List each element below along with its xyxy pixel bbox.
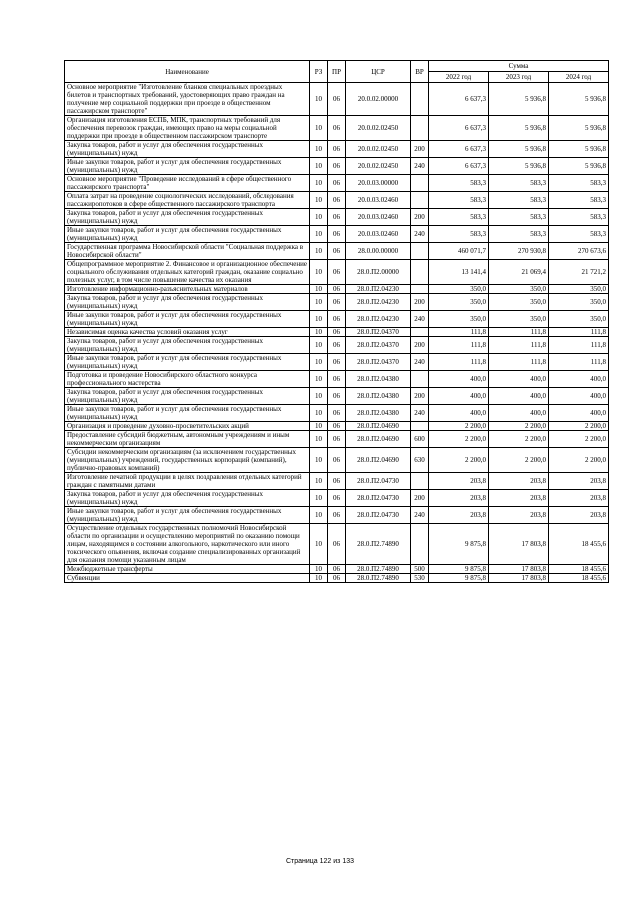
cell-name: Основное мероприятие "Проведение исследований в сфере общественного пассажирского транспорта" xyxy=(65,175,310,192)
cell-vr xyxy=(411,116,429,141)
table-row xyxy=(65,574,609,583)
cell-csr: 28.0.П2.04370 xyxy=(346,328,411,337)
cell-csr: 28.0.П2.74890 xyxy=(346,574,411,583)
table-row xyxy=(65,226,609,243)
cell-pr: 06 xyxy=(328,337,346,354)
col-header-2022: 2022 год xyxy=(429,72,489,83)
cell-2022: 400,0 xyxy=(429,371,489,388)
cell-name: Организация и проведение духовно-просветительских акций xyxy=(65,422,310,431)
cell-vr: 240 xyxy=(411,311,429,328)
cell-csr: 28.0.П2.74890 xyxy=(346,565,411,574)
cell-pr: 06 xyxy=(328,490,346,507)
cell-rz: 10 xyxy=(310,574,328,583)
cell-name: Иные закупки товаров, работ и услуг для обеспечения государственных (муниципальных) нужд xyxy=(65,405,310,422)
cell-2024: 111,8 xyxy=(549,328,609,337)
cell-name: Осуществление отдельных государственных полномочий Новосибирской области по организации и осуществлению мероприятий по оказанию помощи лицам, находящимся в состоянии алкогольного, наркотического или иного токсического опьянения, включая создание специализированных организаций для оказания помощи указанным лицам xyxy=(65,524,310,565)
cell-rz: 10 xyxy=(310,490,328,507)
cell-2022: 2 200,0 xyxy=(429,448,489,473)
cell-csr: 28.0.П2.04380 xyxy=(346,371,411,388)
cell-name: Оплата затрат на проведение социологических исследований, обследования пассажиропотоков в сфере общественного пассажирского транспорта xyxy=(65,192,310,209)
cell-2024: 2 200,0 xyxy=(549,431,609,448)
cell-csr: 28.0.00.00000 xyxy=(346,243,411,260)
table-row xyxy=(65,473,609,490)
cell-2023: 203,8 xyxy=(489,507,549,524)
cell-rz: 10 xyxy=(310,388,328,405)
table-row xyxy=(65,328,609,337)
cell-2022: 350,0 xyxy=(429,285,489,294)
page-footer: Страница 122 из 133 xyxy=(285,858,355,865)
cell-2023: 350,0 xyxy=(489,285,549,294)
cell-2022: 203,8 xyxy=(429,507,489,524)
cell-2023: 400,0 xyxy=(489,405,549,422)
cell-vr: 200 xyxy=(411,294,429,311)
cell-csr: 28.0.П2.04230 xyxy=(346,294,411,311)
cell-csr: 28.0.П2.04230 xyxy=(346,311,411,328)
table-row xyxy=(65,83,609,116)
cell-2022: 400,0 xyxy=(429,405,489,422)
cell-csr: 20.0.03.02460 xyxy=(346,226,411,243)
table-row xyxy=(65,260,609,285)
col-header-csr: ЦСР xyxy=(346,61,411,83)
cell-rz: 10 xyxy=(310,116,328,141)
table-row xyxy=(65,158,609,175)
cell-2022: 203,8 xyxy=(429,473,489,490)
cell-2024: 400,0 xyxy=(549,405,609,422)
cell-2023: 111,8 xyxy=(489,337,549,354)
cell-2024: 5 936,8 xyxy=(549,158,609,175)
cell-2022: 350,0 xyxy=(429,294,489,311)
cell-2024: 270 673,6 xyxy=(549,243,609,260)
cell-2024: 583,3 xyxy=(549,209,609,226)
cell-vr xyxy=(411,243,429,260)
cell-rz: 10 xyxy=(310,243,328,260)
cell-2022: 2 200,0 xyxy=(429,431,489,448)
cell-2024: 18 455,6 xyxy=(549,565,609,574)
cell-name: Государственная программа Новосибирской области "Социальная поддержка в Новосибирской области" xyxy=(65,243,310,260)
cell-2023: 2 200,0 xyxy=(489,422,549,431)
cell-2023: 350,0 xyxy=(489,294,549,311)
cell-rz: 10 xyxy=(310,405,328,422)
cell-2023: 2 200,0 xyxy=(489,431,549,448)
cell-2022: 583,3 xyxy=(429,192,489,209)
cell-rz: 10 xyxy=(310,565,328,574)
cell-csr: 28.0.П2.04730 xyxy=(346,507,411,524)
cell-csr: 28.0.П2.04230 xyxy=(346,285,411,294)
cell-vr: 200 xyxy=(411,209,429,226)
table-row xyxy=(65,507,609,524)
cell-csr: 20.0.03.02460 xyxy=(346,192,411,209)
cell-2022: 400,0 xyxy=(429,388,489,405)
cell-rz: 10 xyxy=(310,209,328,226)
cell-2024: 18 455,6 xyxy=(549,524,609,565)
cell-csr: 20.0.03.00000 xyxy=(346,175,411,192)
cell-vr xyxy=(411,192,429,209)
cell-pr: 06 xyxy=(328,388,346,405)
table-row xyxy=(65,388,609,405)
cell-2024: 350,0 xyxy=(549,294,609,311)
cell-csr: 28.0.П2.00000 xyxy=(346,260,411,285)
cell-vr: 240 xyxy=(411,507,429,524)
cell-name: Закупка товаров, работ и услуг для обеспечения государственных (муниципальных) нужд xyxy=(65,141,310,158)
cell-2023: 583,3 xyxy=(489,209,549,226)
cell-2023: 5 936,8 xyxy=(489,83,549,116)
cell-2024: 583,3 xyxy=(549,192,609,209)
cell-rz: 10 xyxy=(310,337,328,354)
cell-pr: 06 xyxy=(328,311,346,328)
cell-name: Независимая оценка качества условий оказания услуг xyxy=(65,328,310,337)
cell-pr: 06 xyxy=(328,507,346,524)
cell-2023: 2 200,0 xyxy=(489,448,549,473)
cell-2024: 203,8 xyxy=(549,490,609,507)
cell-name: Закупка товаров, работ и услуг для обеспечения государственных (муниципальных) нужд xyxy=(65,209,310,226)
cell-pr: 06 xyxy=(328,524,346,565)
cell-pr: 06 xyxy=(328,260,346,285)
cell-csr: 20.0.02.02450 xyxy=(346,116,411,141)
cell-vr: 530 xyxy=(411,574,429,583)
cell-2022: 9 875,8 xyxy=(429,574,489,583)
cell-vr xyxy=(411,260,429,285)
col-header-vr: ВР xyxy=(411,61,429,83)
cell-pr: 06 xyxy=(328,405,346,422)
cell-name: Субвенции xyxy=(65,574,310,583)
cell-csr: 28.0.П2.04380 xyxy=(346,388,411,405)
table-row xyxy=(65,371,609,388)
cell-vr: 200 xyxy=(411,388,429,405)
cell-rz: 10 xyxy=(310,422,328,431)
cell-2024: 2 200,0 xyxy=(549,422,609,431)
cell-csr: 20.0.02.00000 xyxy=(346,83,411,116)
cell-pr: 06 xyxy=(328,141,346,158)
cell-name: Иные закупки товаров, работ и услуг для обеспечения государственных (муниципальных) нужд xyxy=(65,507,310,524)
col-header-pr: ПР xyxy=(328,61,346,83)
table-row xyxy=(65,422,609,431)
cell-name: Иные закупки товаров, работ и услуг для обеспечения государственных (муниципальных) нужд xyxy=(65,226,310,243)
table-row xyxy=(65,337,609,354)
cell-2022: 203,8 xyxy=(429,490,489,507)
cell-rz: 10 xyxy=(310,83,328,116)
cell-vr xyxy=(411,285,429,294)
cell-2023: 17 803,8 xyxy=(489,565,549,574)
table-row xyxy=(65,116,609,141)
cell-vr xyxy=(411,524,429,565)
cell-2022: 111,8 xyxy=(429,328,489,337)
cell-vr: 200 xyxy=(411,337,429,354)
cell-2022: 9 875,8 xyxy=(429,565,489,574)
col-header-rz: РЗ xyxy=(310,61,328,83)
budget-table xyxy=(64,60,609,583)
cell-csr: 28.0.П2.04380 xyxy=(346,405,411,422)
cell-2024: 350,0 xyxy=(549,311,609,328)
cell-2022: 9 875,8 xyxy=(429,524,489,565)
cell-name: Субсидии некоммерческим организациям (за исключением государственных (муниципальных) учреждений, государственных корпораций (компаний), публично-правовых компаний) xyxy=(65,448,310,473)
cell-2022: 6 637,3 xyxy=(429,141,489,158)
cell-vr: 240 xyxy=(411,405,429,422)
cell-2024: 5 936,8 xyxy=(549,116,609,141)
table-row xyxy=(65,285,609,294)
cell-name: Межбюджетные трансферты xyxy=(65,565,310,574)
cell-pr: 06 xyxy=(328,574,346,583)
cell-2023: 5 936,8 xyxy=(489,158,549,175)
table-row xyxy=(65,209,609,226)
cell-vr: 200 xyxy=(411,141,429,158)
table-row xyxy=(65,524,609,565)
cell-vr xyxy=(411,371,429,388)
cell-vr xyxy=(411,422,429,431)
cell-name: Иные закупки товаров, работ и услуг для обеспечения государственных (муниципальных) нужд xyxy=(65,311,310,328)
cell-csr: 28.0.П2.04690 xyxy=(346,431,411,448)
cell-csr: 28.0.П2.04690 xyxy=(346,448,411,473)
cell-2024: 400,0 xyxy=(549,388,609,405)
cell-2023: 400,0 xyxy=(489,388,549,405)
cell-pr: 06 xyxy=(328,209,346,226)
cell-name: Организация изготовления ЕСПБ, МПК, транспортных требований для обеспечения перевозок граждан, имеющих право на меры социальной поддержки при проезде в общественном пассажирском транспорте xyxy=(65,116,310,141)
cell-name: Иные закупки товаров, работ и услуг для обеспечения государственных (муниципальных) нужд xyxy=(65,158,310,175)
cell-2022: 6 637,3 xyxy=(429,116,489,141)
table-row xyxy=(65,294,609,311)
cell-vr: 240 xyxy=(411,158,429,175)
col-header-sum: Сумма xyxy=(429,61,609,72)
cell-2022: 583,3 xyxy=(429,209,489,226)
cell-rz: 10 xyxy=(310,448,328,473)
cell-name: Закупка товаров, работ и услуг для обеспечения государственных (муниципальных) нужд xyxy=(65,294,310,311)
cell-name: Изготовление информационно-разъяснительных материалов xyxy=(65,285,310,294)
cell-2022: 6 637,3 xyxy=(429,83,489,116)
cell-pr: 06 xyxy=(328,448,346,473)
cell-csr: 20.0.02.02450 xyxy=(346,158,411,175)
cell-2023: 270 930,8 xyxy=(489,243,549,260)
cell-2024: 18 455,6 xyxy=(549,574,609,583)
cell-2022: 350,0 xyxy=(429,311,489,328)
cell-name: Закупка товаров, работ и услуг для обеспечения государственных (муниципальных) нужд xyxy=(65,337,310,354)
cell-csr: 28.0.П2.04730 xyxy=(346,473,411,490)
cell-2023: 111,8 xyxy=(489,354,549,371)
cell-rz: 10 xyxy=(310,354,328,371)
cell-pr: 06 xyxy=(328,565,346,574)
cell-rz: 10 xyxy=(310,507,328,524)
cell-pr: 06 xyxy=(328,243,346,260)
table-row xyxy=(65,311,609,328)
cell-rz: 10 xyxy=(310,285,328,294)
cell-2024: 2 200,0 xyxy=(549,448,609,473)
cell-name: Общепрограммное мероприятие 2. Финансовое и организационное обеспечение социального обслуживания отдельных категорий граждан, оказание социально полезных услуг, в том числе повышение качества их оказания xyxy=(65,260,310,285)
cell-2023: 17 803,8 xyxy=(489,574,549,583)
cell-rz: 10 xyxy=(310,311,328,328)
cell-2022: 460 071,7 xyxy=(429,243,489,260)
cell-vr: 240 xyxy=(411,354,429,371)
cell-pr: 06 xyxy=(328,175,346,192)
cell-pr: 06 xyxy=(328,83,346,116)
table-row xyxy=(65,192,609,209)
cell-2022: 111,8 xyxy=(429,354,489,371)
cell-csr: 28.0.П2.74890 xyxy=(346,524,411,565)
cell-name: Иные закупки товаров, работ и услуг для обеспечения государственных (муниципальных) нужд xyxy=(65,354,310,371)
table-row xyxy=(65,448,609,473)
cell-rz: 10 xyxy=(310,328,328,337)
cell-csr: 20.0.03.02460 xyxy=(346,209,411,226)
cell-2023: 350,0 xyxy=(489,311,549,328)
cell-2024: 5 936,8 xyxy=(549,83,609,116)
cell-rz: 10 xyxy=(310,260,328,285)
cell-name: Основное мероприятие "Изготовление бланков специальных проездных билетов и транспортных требований, удостоверяющих право граждан на получение мер социальной поддержки при проезде в общественном пассажирском транспорте" xyxy=(65,83,310,116)
cell-2023: 21 069,4 xyxy=(489,260,549,285)
cell-2024: 203,8 xyxy=(549,473,609,490)
cell-2023: 400,0 xyxy=(489,371,549,388)
cell-2024: 400,0 xyxy=(549,371,609,388)
cell-csr: 28.0.П2.04370 xyxy=(346,354,411,371)
cell-2024: 111,8 xyxy=(549,354,609,371)
table-row xyxy=(65,354,609,371)
table-body xyxy=(65,83,609,583)
cell-2023: 5 936,8 xyxy=(489,116,549,141)
cell-2022: 2 200,0 xyxy=(429,422,489,431)
cell-name: Изготовление печатной продукции в целях поздравления отдельных категорий граждан с памятными датами xyxy=(65,473,310,490)
col-header-name: Наименование xyxy=(65,61,310,83)
cell-rz: 10 xyxy=(310,158,328,175)
cell-vr xyxy=(411,175,429,192)
cell-rz: 10 xyxy=(310,371,328,388)
table-row xyxy=(65,141,609,158)
cell-pr: 06 xyxy=(328,158,346,175)
cell-vr: 630 xyxy=(411,448,429,473)
cell-vr xyxy=(411,473,429,490)
cell-pr: 06 xyxy=(328,431,346,448)
cell-2023: 5 936,8 xyxy=(489,141,549,158)
cell-pr: 06 xyxy=(328,328,346,337)
cell-2023: 203,8 xyxy=(489,473,549,490)
cell-2023: 583,3 xyxy=(489,175,549,192)
cell-pr: 06 xyxy=(328,226,346,243)
cell-vr xyxy=(411,328,429,337)
cell-2023: 17 803,8 xyxy=(489,524,549,565)
cell-2024: 350,0 xyxy=(549,285,609,294)
cell-pr: 06 xyxy=(328,354,346,371)
cell-rz: 10 xyxy=(310,192,328,209)
cell-pr: 06 xyxy=(328,371,346,388)
cell-csr: 28.0.П2.04730 xyxy=(346,490,411,507)
col-header-2023: 2023 год xyxy=(489,72,549,83)
cell-csr: 28.0.П2.04690 xyxy=(346,422,411,431)
header-row-1 xyxy=(65,61,609,72)
cell-name: Предоставление субсидий бюджетным, автономным учреждениям и иным некоммерческим организациям xyxy=(65,431,310,448)
cell-2024: 203,8 xyxy=(549,507,609,524)
col-header-2024: 2024 год xyxy=(549,72,609,83)
table-row xyxy=(65,405,609,422)
cell-2024: 583,3 xyxy=(549,226,609,243)
cell-2022: 111,8 xyxy=(429,337,489,354)
cell-2022: 13 141,4 xyxy=(429,260,489,285)
cell-rz: 10 xyxy=(310,294,328,311)
cell-vr: 200 xyxy=(411,490,429,507)
cell-pr: 06 xyxy=(328,192,346,209)
cell-pr: 06 xyxy=(328,422,346,431)
cell-rz: 10 xyxy=(310,431,328,448)
cell-2024: 21 721,2 xyxy=(549,260,609,285)
cell-2024: 5 936,8 xyxy=(549,141,609,158)
cell-2022: 6 637,3 xyxy=(429,158,489,175)
cell-csr: 28.0.П2.04370 xyxy=(346,337,411,354)
cell-pr: 06 xyxy=(328,473,346,490)
cell-2023: 583,3 xyxy=(489,226,549,243)
table-row xyxy=(65,490,609,507)
cell-pr: 06 xyxy=(328,116,346,141)
cell-pr: 06 xyxy=(328,294,346,311)
cell-rz: 10 xyxy=(310,473,328,490)
table-row xyxy=(65,565,609,574)
cell-name: Подготовка и проведение Новосибирского областного конкурса профессионального мастерства xyxy=(65,371,310,388)
cell-2022: 583,3 xyxy=(429,175,489,192)
table-row xyxy=(65,431,609,448)
table-row xyxy=(65,175,609,192)
cell-2023: 203,8 xyxy=(489,490,549,507)
cell-rz: 10 xyxy=(310,226,328,243)
cell-vr: 600 xyxy=(411,431,429,448)
cell-rz: 10 xyxy=(310,141,328,158)
cell-2023: 111,8 xyxy=(489,328,549,337)
cell-vr: 240 xyxy=(411,226,429,243)
cell-pr: 06 xyxy=(328,285,346,294)
table-row xyxy=(65,243,609,260)
cell-name: Закупка товаров, работ и услуг для обеспечения государственных (муниципальных) нужд xyxy=(65,490,310,507)
cell-2024: 111,8 xyxy=(549,337,609,354)
cell-2023: 583,3 xyxy=(489,192,549,209)
cell-vr xyxy=(411,83,429,116)
cell-rz: 10 xyxy=(310,175,328,192)
cell-rz: 10 xyxy=(310,524,328,565)
cell-2022: 583,3 xyxy=(429,226,489,243)
cell-2024: 583,3 xyxy=(549,175,609,192)
cell-vr: 500 xyxy=(411,565,429,574)
cell-name: Закупка товаров, работ и услуг для обеспечения государственных (муниципальных) нужд xyxy=(65,388,310,405)
cell-csr: 20.0.02.02450 xyxy=(346,141,411,158)
